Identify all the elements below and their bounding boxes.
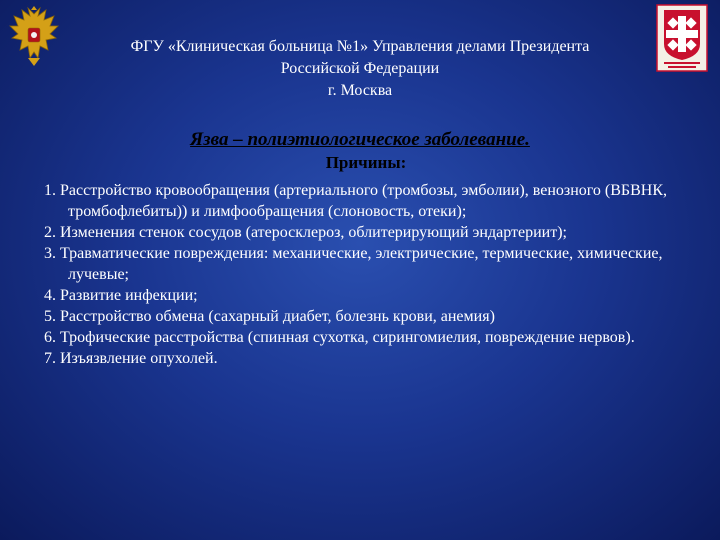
- list-item: 5. Расстройство обмена (сахарный диабет, болезнь крови, анемия): [44, 308, 495, 325]
- causes-heading: Причины:: [325, 153, 407, 172]
- double-headed-eagle-emblem-icon: [8, 6, 60, 68]
- list-item: 7. Изъязвление опухолей.: [44, 350, 218, 367]
- list-item: 4. Развитие инфекции;: [44, 287, 198, 304]
- header-line-1: ФГУ «Клиническая больница №1» Управления делами Президента: [130, 38, 590, 55]
- header-line-2: Российской Федерации: [280, 60, 440, 77]
- list-item: 2. Изменения стенок сосудов (атеросклероз, облитерирующий эндартериит);: [44, 224, 567, 241]
- list-item: 3. Травматические повреждения: механические, электрические, термические, химические, лучевые;: [44, 245, 663, 283]
- list-item: 1. Расстройство кровообращения (артериального (тромбозы, эмболии), венозного (ВБВНК, тромбофлебиты)) и лимфообращения (слоновость, отеки);: [44, 182, 668, 220]
- causes-list: [44, 180, 690, 369]
- slide-title: Язва – полиэтиологическое заболевание.: [190, 129, 530, 150]
- list-item: 6. Трофические расстройства (спинная сухотка, сирингомиелия, повреждение нервов).: [44, 329, 635, 346]
- hospital-cross-logo-icon: [656, 4, 708, 72]
- header-line-3: г. Москва: [327, 82, 393, 99]
- organization-header: [70, 36, 650, 102]
